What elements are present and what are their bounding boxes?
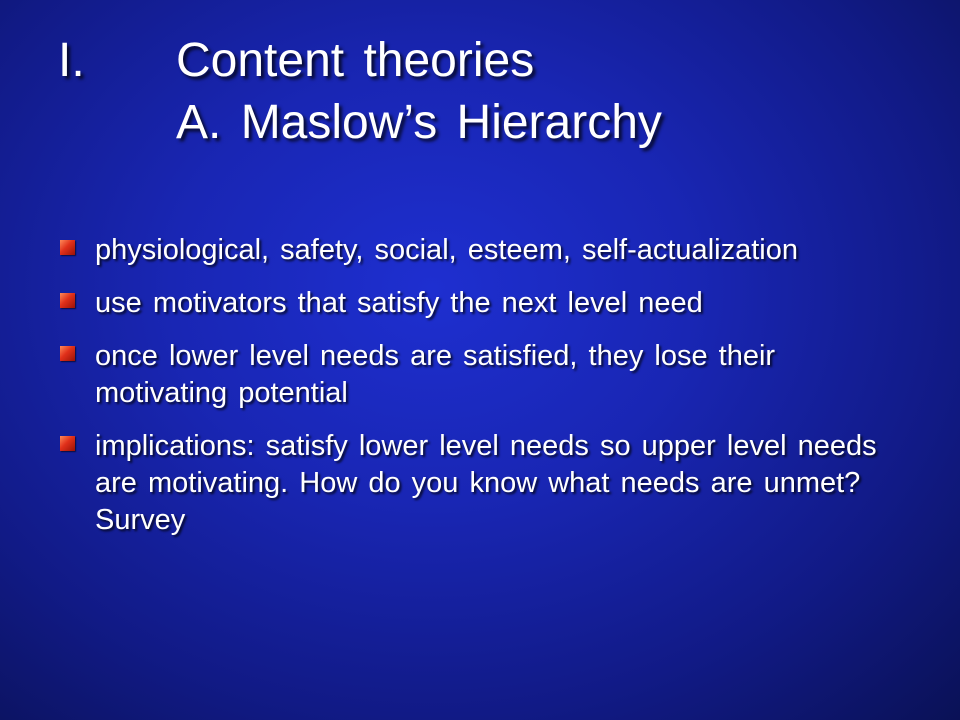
red-square-bullet-icon	[60, 436, 75, 451]
bullet-list	[56, 232, 896, 555]
slide-title	[58, 30, 918, 154]
red-square-bullet-icon	[60, 240, 75, 255]
bullet-text: physiological, safety, social, esteem, self-actualization	[95, 234, 798, 266]
red-square-bullet-icon	[60, 346, 75, 361]
title-line-2	[58, 92, 918, 154]
bullet-text: implications: satisfy lower level needs so upper level needs are motivating. How do you know what needs are unmet? Survey	[95, 430, 877, 536]
title-line-1	[58, 30, 918, 92]
title-indent	[58, 92, 176, 154]
bullet-item	[56, 285, 896, 322]
bullet-item	[56, 428, 896, 539]
bullet-text: use motivators that satisfy the next level need	[95, 287, 703, 319]
title-subheading: A. Maslow’s Hierarchy	[176, 96, 662, 149]
red-square-bullet-icon	[60, 293, 75, 308]
bullet-item	[56, 338, 896, 412]
title-number: I.	[58, 34, 85, 87]
bullet-text: once lower level needs are satisfied, they lose their motivating potential	[95, 340, 776, 409]
title-heading: Content theories	[176, 34, 535, 87]
bullet-item	[56, 232, 896, 269]
